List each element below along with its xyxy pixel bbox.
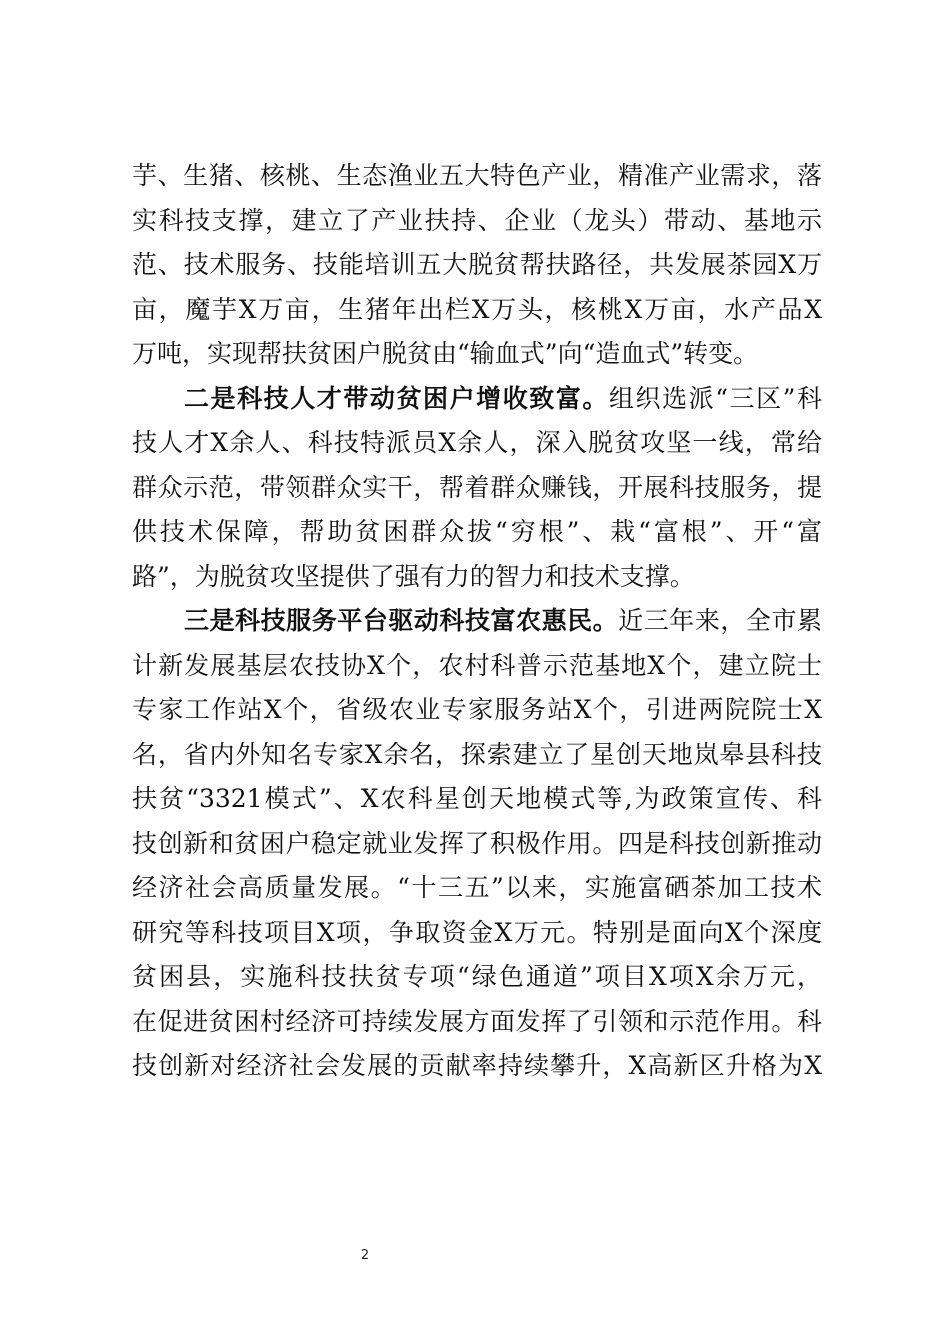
text-line: 亩，魔芋X万亩，生猪年出栏X万头，核桃X万亩，水产品X (132, 294, 822, 324)
paragraph-first-line (132, 377, 822, 422)
page-number: 2 (360, 1248, 370, 1263)
text-line: 经济社会高质量发展。“十三五”以来，实施富硒茶加工技术 (132, 873, 822, 902)
text-line: 扶贫“3321模式”、X农科星创天地模式等,为政策宣传、科 (132, 784, 822, 813)
text-line: 贫困县，实施科技扶贫专项“绿色通道”项目X项X余万元， (132, 962, 822, 991)
paragraph-first-line (132, 599, 822, 644)
text-line: 在促进贫困村经济可持续发展方面发挥了引领和示范作用。科 (132, 1006, 822, 1036)
text-line: 万吨，实现帮扶贫困户脱贫由“输血式”向“造血式”转变。 (132, 339, 759, 368)
document-body (132, 154, 822, 1089)
text-line: 范、技术服务、技能培训五大脱贫帮扶路径，共发展茶园X万 (132, 250, 822, 279)
text-line: 供技术保障，帮助贫困群众拔“穷根”、栽“富根”、开“富 (132, 517, 822, 546)
text-line: 路”，为脱贫攻坚提供了强有力的智力和技术支撑。 (132, 561, 695, 591)
text-line: 技创新和贫困户稳定就业发挥了积极作用。四是科技创新推动 (132, 828, 822, 858)
paragraph-heading: 三是科技服务平台驱动科技富农惠民。 (184, 606, 619, 635)
paragraph-heading: 二是科技人才带动贫困户增收致富。 (184, 383, 609, 413)
text-line: 技创新对经济社会发展的贡献率持续攀升，X高新区升格为X (132, 1051, 822, 1080)
text-line: 实科技支撑，建立了产业扶持、企业（龙头）带动、基地示 (132, 205, 822, 235)
text-line: 芋、生猪、核桃、生态渔业五大特色产业，精准产业需求，落 (132, 161, 822, 190)
text-line: 专家工作站X个，省级农业专家服务站X个，引进两院院士X (132, 695, 822, 724)
text-span: 组织选派“三区”科 (608, 383, 822, 413)
text-line: 名，省内外知名专家X余名，探索建立了星创天地岚皋县科技 (132, 739, 822, 769)
text-line: 技人才X余人、科技特派员X余人，深入脱贫攻坚一线，常给 (132, 428, 822, 457)
text-span: 近三年来，全市累 (618, 606, 822, 635)
text-line: 群众示范，带领群众实干，帮着群众赚钱，开展科技服务，提 (132, 472, 822, 502)
text-line: 研究等科技项目X项，争取资金X万元。特别是面向X个深度 (132, 917, 822, 947)
text-line: 计新发展基层农技协X个，农村科普示范基地X个，建立院士 (132, 650, 822, 680)
